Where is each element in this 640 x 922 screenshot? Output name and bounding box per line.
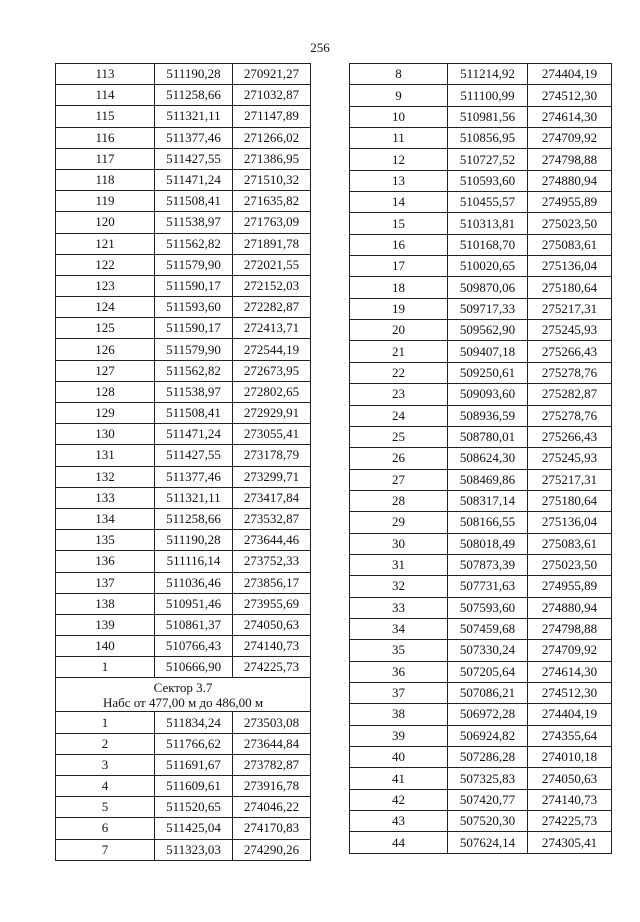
point-number: 115 (56, 106, 155, 127)
coord-y: 271032,87 (233, 85, 311, 106)
point-number: 131 (56, 445, 155, 466)
point-number: 137 (56, 572, 155, 593)
table-row (56, 148, 311, 169)
table-row (350, 469, 612, 490)
coord-x: 510766,43 (155, 636, 233, 657)
coord-y: 274010,18 (528, 747, 612, 768)
point-number: 138 (56, 593, 155, 614)
coord-y: 275136,04 (528, 256, 612, 277)
table-row (350, 149, 612, 170)
coord-y: 271891,78 (233, 233, 311, 254)
coord-y: 274880,94 (528, 170, 612, 191)
coord-y: 275180,64 (528, 490, 612, 511)
coord-y: 273644,46 (233, 530, 311, 551)
coord-y: 274709,92 (528, 128, 612, 149)
table-row (56, 614, 311, 635)
table-row (56, 275, 311, 296)
coord-y: 275282,87 (528, 384, 612, 405)
table-row (350, 704, 612, 725)
coord-y: 271147,89 (233, 106, 311, 127)
table-row (56, 466, 311, 487)
coord-y: 274050,63 (233, 614, 311, 635)
coord-x: 508166,55 (448, 512, 528, 533)
point-number: 123 (56, 275, 155, 296)
coord-x: 511190,28 (155, 530, 233, 551)
coord-y: 274955,89 (528, 192, 612, 213)
point-number: 14 (350, 192, 448, 213)
coord-x: 511425,04 (155, 818, 233, 839)
point-number: 40 (350, 747, 448, 768)
table-row (350, 170, 612, 191)
coord-y: 275266,43 (528, 426, 612, 447)
table-row (350, 789, 612, 810)
coord-x: 511323,03 (155, 839, 233, 860)
table-row (350, 768, 612, 789)
coord-x: 511427,55 (155, 148, 233, 169)
coord-y: 272021,55 (233, 254, 311, 275)
coord-y: 274614,30 (528, 106, 612, 127)
coord-x: 507624,14 (448, 832, 528, 853)
point-number: 36 (350, 661, 448, 682)
table-row (56, 318, 311, 339)
point-number: 10 (350, 106, 448, 127)
coord-x: 510455,57 (448, 192, 528, 213)
coord-x: 507330,24 (448, 640, 528, 661)
point-number: 13 (350, 170, 448, 191)
point-number: 31 (350, 554, 448, 575)
table-row (350, 128, 612, 149)
coord-x: 510666,90 (155, 657, 233, 678)
coord-x: 511766,62 (155, 733, 233, 754)
coord-x: 511321,11 (155, 106, 233, 127)
point-number: 117 (56, 148, 155, 169)
point-number: 27 (350, 469, 448, 490)
point-number: 122 (56, 254, 155, 275)
point-number: 34 (350, 618, 448, 639)
coord-x: 509407,18 (448, 341, 528, 362)
coord-y: 274140,73 (528, 789, 612, 810)
coord-y: 273299,71 (233, 466, 311, 487)
table-row (350, 213, 612, 234)
coord-y: 273752,33 (233, 551, 311, 572)
coord-x: 507520,30 (448, 811, 528, 832)
coord-y: 275136,04 (528, 512, 612, 533)
point-number: 8 (350, 64, 448, 85)
coord-y: 275278,76 (528, 405, 612, 426)
coord-y: 273055,41 (233, 424, 311, 445)
table-row (56, 839, 311, 860)
coord-y: 274225,73 (233, 657, 311, 678)
coord-x: 510951,46 (155, 593, 233, 614)
table-row (56, 797, 311, 818)
point-number: 24 (350, 405, 448, 426)
point-number: 42 (350, 789, 448, 810)
coord-y: 273916,78 (233, 776, 311, 797)
point-number: 26 (350, 448, 448, 469)
point-number: 12 (350, 149, 448, 170)
table-row (56, 508, 311, 529)
coord-x: 507205,64 (448, 661, 528, 682)
coord-y: 274798,88 (528, 618, 612, 639)
table-row (350, 618, 612, 639)
point-number: 125 (56, 318, 155, 339)
coord-y: 271266,02 (233, 127, 311, 148)
coord-x: 508317,14 (448, 490, 528, 511)
coord-x: 509093,60 (448, 384, 528, 405)
coord-y: 272544,19 (233, 339, 311, 360)
coordinates-table-left (55, 63, 311, 861)
coord-x: 511190,28 (155, 64, 233, 85)
table-row (350, 554, 612, 575)
table-row (350, 832, 612, 853)
coord-x: 511538,97 (155, 381, 233, 402)
coord-x: 511593,60 (155, 297, 233, 318)
coord-y: 274170,83 (233, 818, 311, 839)
point-number: 43 (350, 811, 448, 832)
coord-x: 511590,17 (155, 275, 233, 296)
table-row (56, 233, 311, 254)
table-row (350, 192, 612, 213)
point-number: 129 (56, 403, 155, 424)
coordinates-table-right (349, 63, 612, 854)
coord-x: 510861,37 (155, 614, 233, 635)
coord-x: 508936,59 (448, 405, 528, 426)
coord-y: 275278,76 (528, 362, 612, 383)
coord-x: 511579,90 (155, 339, 233, 360)
point-number: 2 (56, 733, 155, 754)
point-number: 9 (350, 85, 448, 106)
table-row (56, 712, 311, 733)
coord-x: 511116,14 (155, 551, 233, 572)
table-row (350, 448, 612, 469)
coord-y: 272673,95 (233, 360, 311, 381)
coord-x: 510313,81 (448, 213, 528, 234)
coord-x: 511590,17 (155, 318, 233, 339)
point-number: 114 (56, 85, 155, 106)
coord-y: 275245,93 (528, 448, 612, 469)
point-number: 28 (350, 490, 448, 511)
point-number: 1 (56, 712, 155, 733)
table-row (350, 384, 612, 405)
point-number: 126 (56, 339, 155, 360)
coord-y: 273644,84 (233, 733, 311, 754)
point-number: 21 (350, 341, 448, 362)
point-number: 33 (350, 597, 448, 618)
point-number: 23 (350, 384, 448, 405)
point-number: 135 (56, 530, 155, 551)
coord-y: 272802,65 (233, 381, 311, 402)
point-number: 41 (350, 768, 448, 789)
table-row (56, 212, 311, 233)
table-row (56, 381, 311, 402)
sector-header (56, 678, 311, 712)
table-row (350, 640, 612, 661)
coord-y: 273532,87 (233, 508, 311, 529)
coord-x: 507873,39 (448, 554, 528, 575)
coord-x: 511538,97 (155, 212, 233, 233)
coord-x: 509870,06 (448, 277, 528, 298)
coord-y: 274140,73 (233, 636, 311, 657)
coord-x: 510981,56 (448, 106, 528, 127)
table-row (350, 362, 612, 383)
coord-y: 270921,27 (233, 64, 311, 85)
table-row (56, 297, 311, 318)
table-row (350, 682, 612, 703)
coord-x: 511834,24 (155, 712, 233, 733)
point-number: 35 (350, 640, 448, 661)
point-number: 132 (56, 466, 155, 487)
coord-x: 511427,55 (155, 445, 233, 466)
coord-y: 272152,03 (233, 275, 311, 296)
point-number: 134 (56, 508, 155, 529)
sector-subtitle: Набс от 477,00 м до 486,00 м (102, 694, 264, 710)
coord-y: 274355,64 (528, 725, 612, 746)
coord-x: 511579,90 (155, 254, 233, 275)
coord-y: 275266,43 (528, 341, 612, 362)
table-row (56, 657, 311, 678)
coord-x: 511609,61 (155, 776, 233, 797)
table-row (350, 533, 612, 554)
coord-y: 275180,64 (528, 277, 612, 298)
point-number: 32 (350, 576, 448, 597)
page-number: 256 (310, 40, 330, 55)
coord-x: 507286,28 (448, 747, 528, 768)
point-number: 3 (56, 754, 155, 775)
coord-x: 509250,61 (448, 362, 528, 383)
table-row (56, 733, 311, 754)
table-row (56, 403, 311, 424)
table-row (56, 169, 311, 190)
table-row (56, 339, 311, 360)
table-row (56, 636, 311, 657)
table-row (56, 127, 311, 148)
table-row (56, 191, 311, 212)
point-number: 20 (350, 320, 448, 341)
table-row (56, 572, 311, 593)
point-number: 38 (350, 704, 448, 725)
coord-x: 510593,60 (448, 170, 528, 191)
coord-x: 506972,28 (448, 704, 528, 725)
coord-y: 272929,91 (233, 403, 311, 424)
table-row (350, 725, 612, 746)
coord-y: 275245,93 (528, 320, 612, 341)
coord-x: 511100,99 (448, 85, 528, 106)
coord-y: 273503,08 (233, 712, 311, 733)
point-number: 29 (350, 512, 448, 533)
coord-y: 275217,31 (528, 469, 612, 490)
table-row (56, 85, 311, 106)
coord-y: 274798,88 (528, 149, 612, 170)
coord-y: 275023,50 (528, 213, 612, 234)
coord-x: 511377,46 (155, 127, 233, 148)
coord-x: 507325,83 (448, 768, 528, 789)
coord-y: 272282,87 (233, 297, 311, 318)
coord-y: 274305,41 (528, 832, 612, 853)
table-row (56, 360, 311, 381)
table-row (56, 445, 311, 466)
point-number: 130 (56, 424, 155, 445)
point-number: 16 (350, 234, 448, 255)
point-number: 15 (350, 213, 448, 234)
coord-y: 274709,92 (528, 640, 612, 661)
point-number: 7 (56, 839, 155, 860)
coord-x: 510020,65 (448, 256, 528, 277)
coord-y: 274404,19 (528, 64, 612, 85)
table-row (350, 576, 612, 597)
coord-y: 273856,17 (233, 572, 311, 593)
table-row (350, 64, 612, 85)
table-row (350, 277, 612, 298)
point-number: 1 (56, 657, 155, 678)
coord-x: 506924,82 (448, 725, 528, 746)
coord-x: 511562,82 (155, 360, 233, 381)
point-number: 127 (56, 360, 155, 381)
point-number: 136 (56, 551, 155, 572)
table-row (56, 530, 311, 551)
coord-y: 274955,89 (528, 576, 612, 597)
coord-y: 274290,26 (233, 839, 311, 860)
point-number: 44 (350, 832, 448, 853)
coord-y: 271510,32 (233, 169, 311, 190)
coord-x: 511520,65 (155, 797, 233, 818)
table-row (350, 597, 612, 618)
point-number: 6 (56, 818, 155, 839)
coord-y: 274046,22 (233, 797, 311, 818)
point-number: 133 (56, 487, 155, 508)
coord-x: 511321,11 (155, 487, 233, 508)
coord-x: 507086,21 (448, 682, 528, 703)
sector-title: Сектор 3.7 (153, 679, 213, 695)
table-row (350, 256, 612, 277)
table-row (56, 487, 311, 508)
coord-x: 509562,90 (448, 320, 528, 341)
coord-x: 511377,46 (155, 466, 233, 487)
coord-y: 273178,79 (233, 445, 311, 466)
coord-x: 511508,41 (155, 191, 233, 212)
coord-x: 507731,63 (448, 576, 528, 597)
coord-y: 274880,94 (528, 597, 612, 618)
point-number: 121 (56, 233, 155, 254)
table-row (56, 593, 311, 614)
coord-y: 274512,30 (528, 85, 612, 106)
coord-y: 272413,71 (233, 318, 311, 339)
coord-y: 274614,30 (528, 661, 612, 682)
coord-x: 509717,33 (448, 298, 528, 319)
table-row (350, 106, 612, 127)
coord-x: 508018,49 (448, 533, 528, 554)
coord-x: 511258,66 (155, 85, 233, 106)
coord-x: 508624,30 (448, 448, 528, 469)
coord-x: 507420,77 (448, 789, 528, 810)
point-number: 119 (56, 191, 155, 212)
coord-y: 274225,73 (528, 811, 612, 832)
coord-x: 511471,24 (155, 424, 233, 445)
coord-y: 274050,63 (528, 768, 612, 789)
point-number: 113 (56, 64, 155, 85)
table-row (350, 405, 612, 426)
coord-y: 274404,19 (528, 704, 612, 725)
point-number: 139 (56, 614, 155, 635)
table-row (56, 551, 311, 572)
table-row (56, 424, 311, 445)
coord-x: 507593,60 (448, 597, 528, 618)
coord-x: 510168,70 (448, 234, 528, 255)
point-number: 25 (350, 426, 448, 447)
coord-x: 511691,67 (155, 754, 233, 775)
coord-y: 271635,82 (233, 191, 311, 212)
coord-y: 271763,09 (233, 212, 311, 233)
table-row (350, 512, 612, 533)
table-row (56, 106, 311, 127)
coord-y: 273955,69 (233, 593, 311, 614)
point-number: 5 (56, 797, 155, 818)
coord-y: 274512,30 (528, 682, 612, 703)
point-number: 17 (350, 256, 448, 277)
coord-x: 507459,68 (448, 618, 528, 639)
coord-y: 275023,50 (528, 554, 612, 575)
coord-y: 275083,61 (528, 533, 612, 554)
table-row (56, 64, 311, 85)
point-number: 118 (56, 169, 155, 190)
coord-x: 511562,82 (155, 233, 233, 254)
coord-y: 275083,61 (528, 234, 612, 255)
table-row (350, 320, 612, 341)
table-row (350, 341, 612, 362)
table-row (350, 426, 612, 447)
coord-x: 511471,24 (155, 169, 233, 190)
coord-y: 273782,87 (233, 754, 311, 775)
coord-x: 510856,95 (448, 128, 528, 149)
point-number: 39 (350, 725, 448, 746)
coord-y: 273417,84 (233, 487, 311, 508)
table-row (56, 754, 311, 775)
point-number: 124 (56, 297, 155, 318)
coord-x: 511508,41 (155, 403, 233, 424)
table-row (350, 661, 612, 682)
table-row (56, 776, 311, 797)
coord-x: 510727,52 (448, 149, 528, 170)
table-row (56, 818, 311, 839)
point-number: 140 (56, 636, 155, 657)
point-number: 18 (350, 277, 448, 298)
point-number: 4 (56, 776, 155, 797)
table-row (350, 298, 612, 319)
coord-x: 511258,66 (155, 508, 233, 529)
table-row (350, 747, 612, 768)
coord-y: 271386,95 (233, 148, 311, 169)
coord-y: 275217,31 (528, 298, 612, 319)
coord-x: 511036,46 (155, 572, 233, 593)
coord-x: 508469,86 (448, 469, 528, 490)
point-number: 120 (56, 212, 155, 233)
table-row (350, 490, 612, 511)
table-row (350, 234, 612, 255)
point-number: 128 (56, 381, 155, 402)
table-row (350, 85, 612, 106)
point-number: 30 (350, 533, 448, 554)
point-number: 37 (350, 682, 448, 703)
sector-header-row (56, 678, 311, 712)
point-number: 116 (56, 127, 155, 148)
point-number: 22 (350, 362, 448, 383)
table-row (56, 254, 311, 275)
table-row (350, 811, 612, 832)
coord-x: 508780,01 (448, 426, 528, 447)
point-number: 11 (350, 128, 448, 149)
point-number: 19 (350, 298, 448, 319)
coord-x: 511214,92 (448, 64, 528, 85)
